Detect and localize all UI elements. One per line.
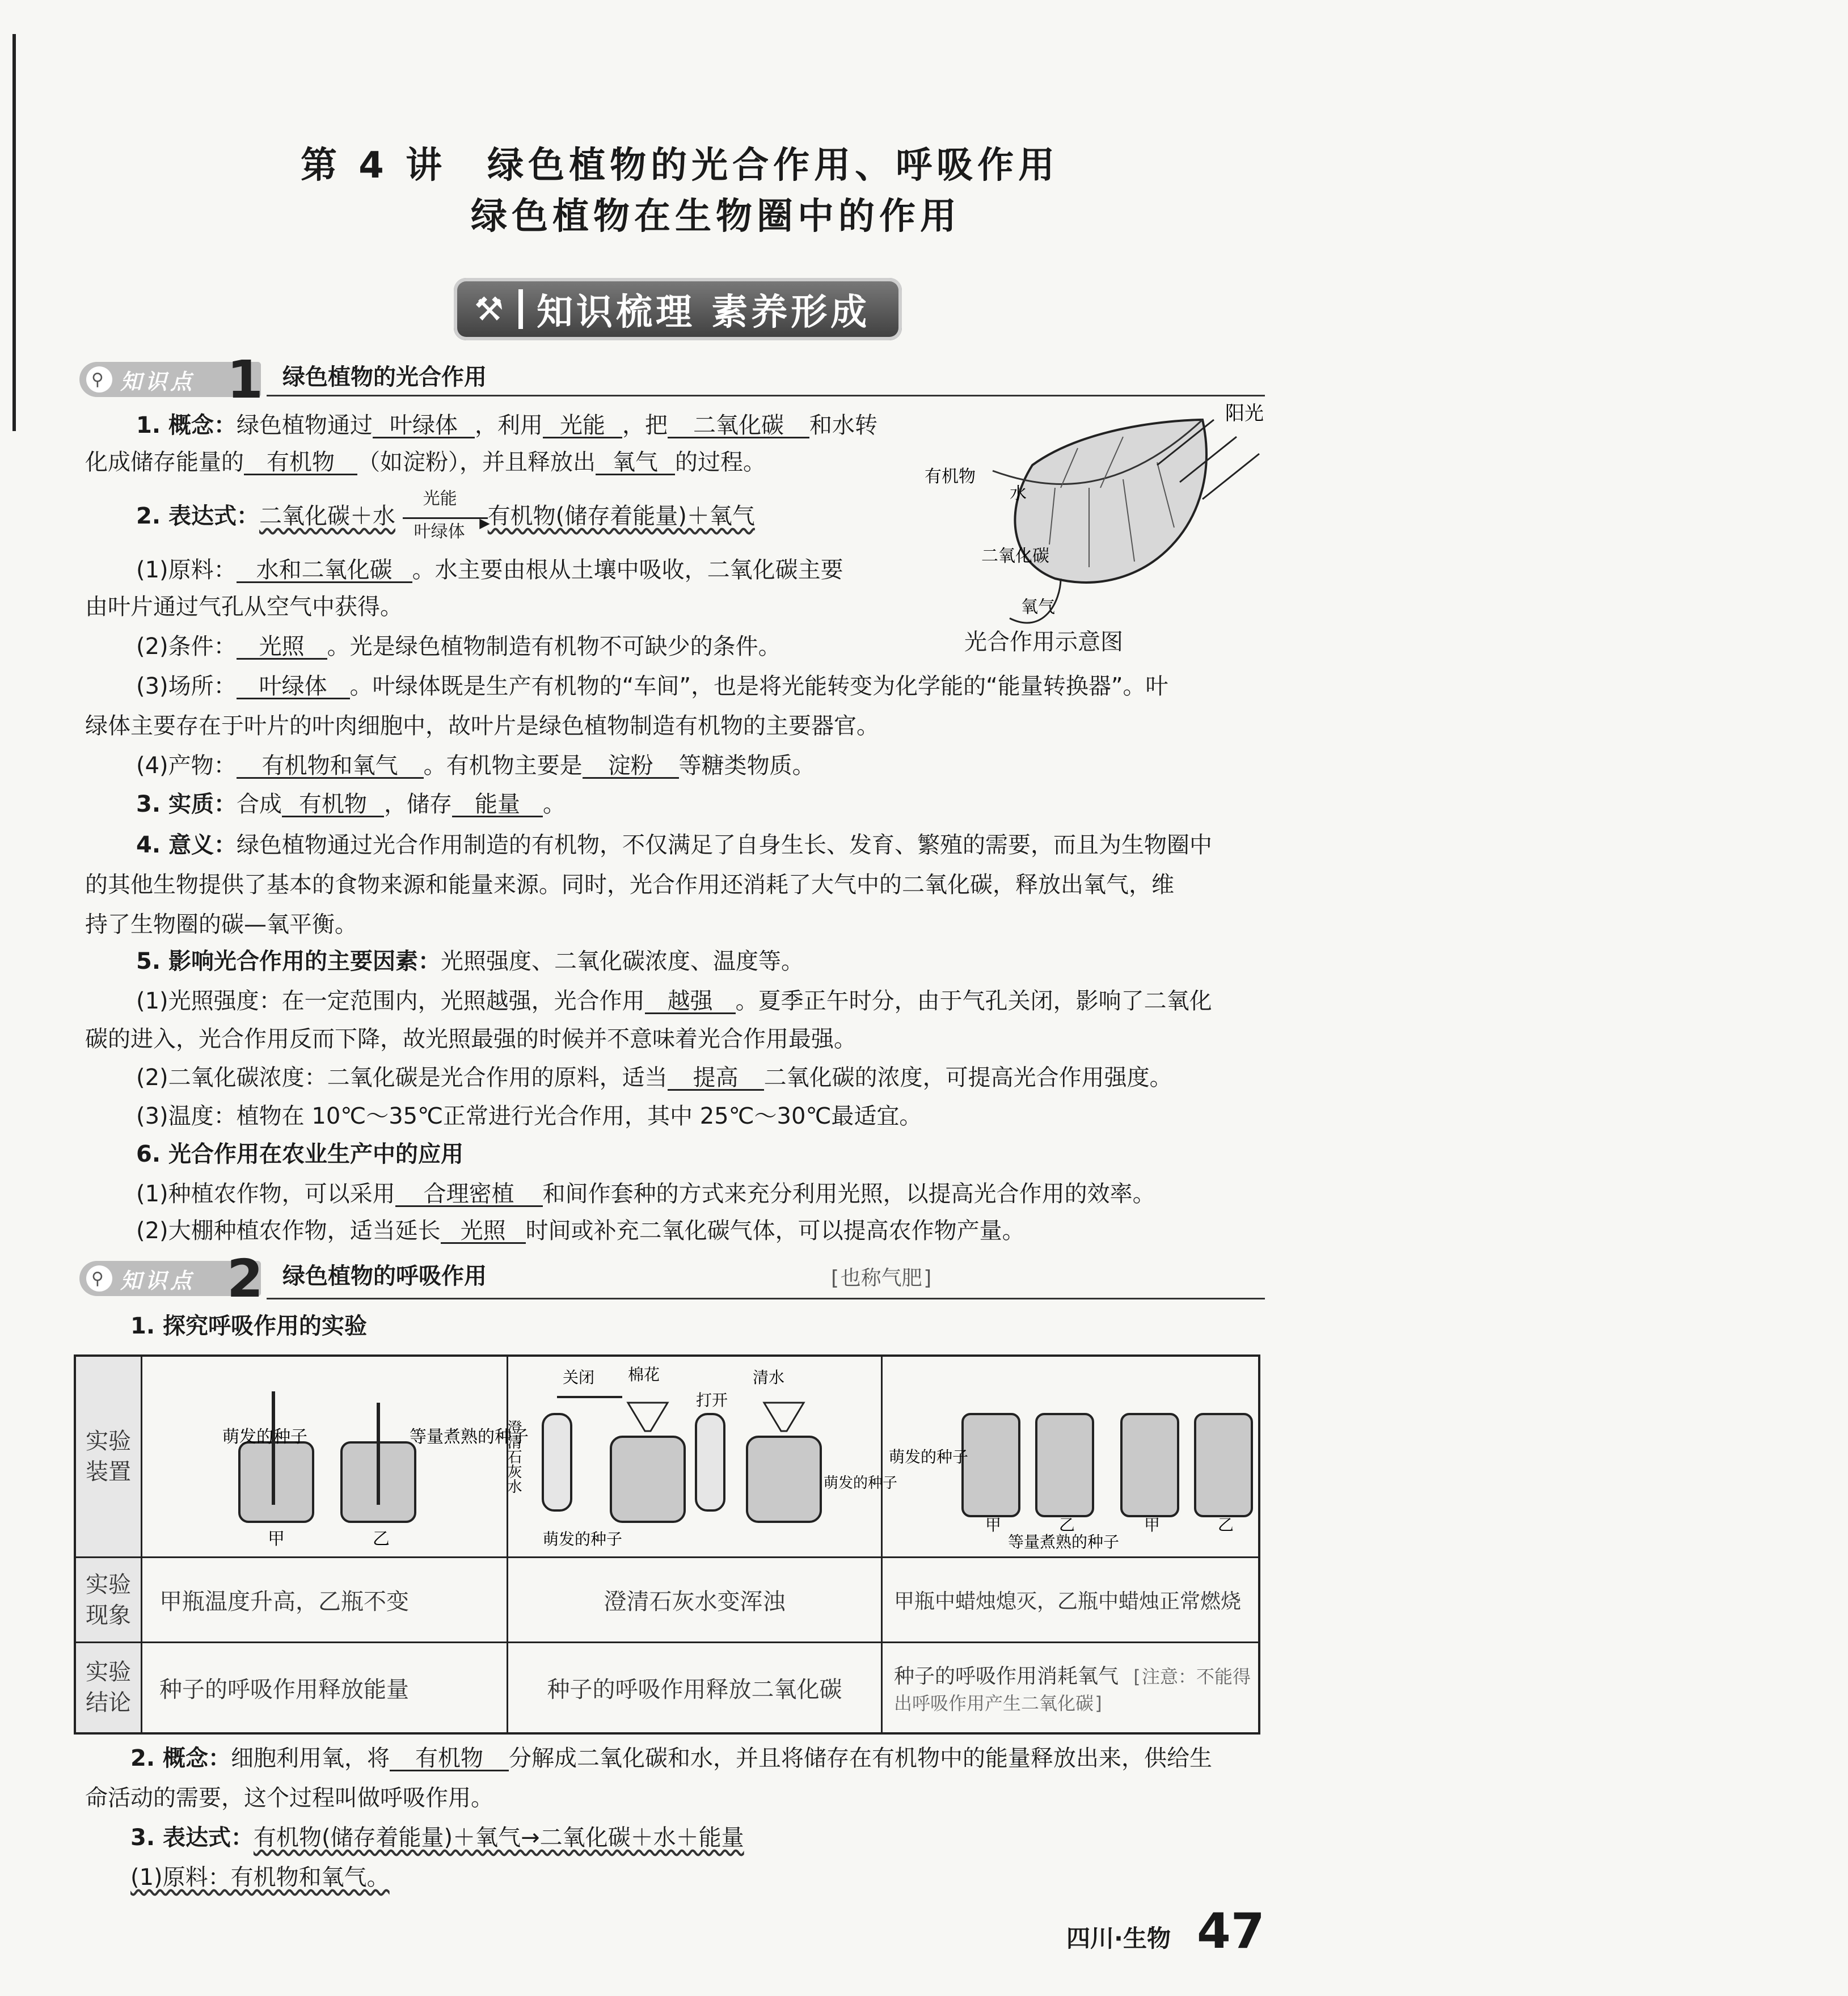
svg-text:关闭: 关闭 <box>563 1368 595 1387</box>
knowledge-point-label: 知识点 <box>120 369 196 394</box>
answer-blank: 光能 <box>543 414 622 438</box>
phenomenon-cell-3: 甲瓶中蜡烛熄灭，乙瓶中蜡烛正常燃烧 <box>882 1558 1260 1643</box>
row-header-phenomenon: 实验现象 <box>75 1558 142 1643</box>
experiment-title: 1. 探究呼吸作用的实验 <box>130 1313 367 1339</box>
answer-blank: 淀粉 <box>583 754 679 779</box>
svg-text:甲: 甲 <box>1144 1516 1161 1534</box>
phenomenon-cell-2: 澄清石灰水变浑浊 <box>508 1558 882 1643</box>
raw-materials-line-1: (1)原料： 水和二氧化碳 。水主要由根从土壤中吸收，二氧化碳主要 <box>136 557 843 583</box>
sunlight-label: 阳光 <box>1225 402 1264 425</box>
chapter-title-line2: 绿色植物在生物圈中的作用 <box>471 196 961 238</box>
respiration-concept-line-2: 命活动的需要，这个过程叫做呼吸作用。 <box>85 1785 493 1811</box>
product-line: (4)产物： 有机物和氧气 。有机物主要是 淀粉 等糖类物质。 <box>136 753 815 779</box>
svg-text:清水: 清水 <box>753 1368 785 1387</box>
co2-label: 二氧化碳 <box>981 546 1049 566</box>
footer-label: 四川·生物 <box>1066 1925 1171 1952</box>
knowledge-point-number: 1 <box>226 349 267 410</box>
meaning-line-3: 持了生物圈的碳—氧平衡。 <box>85 912 357 938</box>
answer-blank: 越强 <box>645 990 736 1014</box>
svg-text:乙: 乙 <box>1059 1516 1075 1534</box>
row-header-apparatus: 实验装置 <box>75 1356 142 1558</box>
banner-text: 知识梳理 素养形成 <box>537 292 871 334</box>
respiration-experiment-table <box>74 1354 1260 1735</box>
magnifier-icon: ⚲ <box>86 1265 112 1292</box>
answer-blank: 叶绿体 <box>373 414 475 438</box>
knowledge-point-heading: 绿色植物的呼吸作用 <box>282 1263 487 1289</box>
knowledge-point-tag <box>79 349 267 410</box>
answer-blank: 光照 <box>441 1219 526 1244</box>
organic-label: 有机物 <box>925 467 976 487</box>
knowledge-point-2-header <box>79 1248 487 1309</box>
chapter-title-line1: 第 4 讲 绿色植物的光合作用、呼吸作用 <box>301 145 1060 187</box>
svg-text:甲: 甲 <box>268 1529 285 1549</box>
conclusion-cell-1: 种子的呼吸作用释放能量 <box>142 1643 508 1733</box>
reaction-arrow: 光能 ▶ 叶绿体 <box>403 506 488 529</box>
application-heading: 6. 光合作用在农业生产中的应用 <box>136 1141 463 1167</box>
heading-rule <box>267 1298 1265 1299</box>
concept-line-1: 1. 概念：绿色植物通过 叶绿体 ，利用 光能 ，把 二氧化碳 和水转 <box>136 412 877 438</box>
application-line-1: (1)种植农作物，可以采用 合理密植 和间作套种的方式来充分利用光照，以提高光合作用的效率。 <box>136 1181 1155 1207</box>
svg-text:萌发的种子: 萌发的种子 <box>889 1448 969 1466</box>
factor-light-line-2: 碳的进入，光合作用反而下降，故光照最强的时候并不意味着光合作用最强。 <box>85 1026 857 1052</box>
page-edge-line <box>12 34 16 431</box>
place-line-1: (3)场所： 叶绿体 。叶绿体既是生产有机物的“车间”，也是将光能转变为化学能的“能量转换器”。叶 <box>136 673 1168 699</box>
answer-blank: 二氧化碳 <box>668 414 809 438</box>
svg-text:甲: 甲 <box>985 1516 1002 1534</box>
section-banner <box>454 278 902 340</box>
answer-blank: 有机物和氧气 <box>237 754 424 779</box>
conclusion-cell-3: 种子的呼吸作用消耗氧气 [注意：不能得出呼吸作用产生二氧化碳] <box>882 1643 1260 1733</box>
svg-text:萌发的种子: 萌发的种子 <box>824 1475 898 1492</box>
reading-person-icon: ⚒ <box>474 290 507 328</box>
phenomenon-cell-1: 甲瓶温度升高，乙瓶不变 <box>142 1558 508 1643</box>
svg-text:打开: 打开 <box>696 1391 728 1410</box>
meaning-line-2: 的其他生物提供了基本的食物来源和能量来源。同时，光合作用还消耗了大气中的二氧化碳，释放出氧气，维 <box>85 872 1174 898</box>
svg-text:等量煮熟的种子: 等量煮熟的种子 <box>410 1427 529 1447</box>
condition-line: (2)条件： 光照 。光是绿色植物制造有机物不可缺少的条件。 <box>136 634 781 660</box>
limewater-apparatus-figure <box>505 1357 898 1550</box>
answer-blank: 有机物 <box>390 1747 509 1771</box>
essence-line: 3. 实质：合成 有机物 ，储存 能量 。 <box>136 791 566 817</box>
svg-text:等量煮熟的种子: 等量煮熟的种子 <box>1008 1533 1120 1551</box>
water-label: 水 <box>1010 484 1027 504</box>
respiration-expression-line: 3. 表达式：有机物(储存着能量)＋氧气→二氧化碳＋水＋能量 <box>130 1825 744 1851</box>
answer-blank: 合理密植 <box>395 1183 543 1207</box>
apparatus-figure-3 <box>882 1356 1260 1558</box>
place-line-2: 绿体主要存在于叶片的叶肉细胞中，故叶片是绿色植物制造有机物的主要器官。 <box>85 713 879 739</box>
conclusion-note: [注意：不能得出呼吸作用产生二氧化碳] <box>894 1665 1251 1714</box>
page-number: 47 <box>1197 1903 1265 1960</box>
magnifier-icon: ⚲ <box>86 366 112 393</box>
svg-text:乙: 乙 <box>1218 1516 1234 1534</box>
oxygen-label: 氧气 <box>1021 597 1055 617</box>
respiration-concept-line-1: 2. 概念：细胞利用氧，将 有机物 分解成二氧化碳和水，并且将储存在有机物中的能量释放出来，供给生 <box>130 1745 1212 1771</box>
svg-text:棉花: 棉花 <box>628 1365 660 1384</box>
factor-temperature-line: (3)温度：植物在 10℃～35℃正常进行光合作用，其中 25℃～30℃最适宜。 <box>136 1103 922 1129</box>
concept-line-2: 化成储存能量的 有机物 （如淀粉），并且释放出 氧气 的过程。 <box>85 449 766 475</box>
answer-blank: 提高 <box>668 1066 764 1091</box>
heading-rule <box>267 395 1265 396</box>
svg-text:乙: 乙 <box>373 1529 390 1549</box>
answer-blank: 氧气 <box>596 451 675 475</box>
candle-bottles-figure <box>883 1357 1258 1550</box>
respiration-raw-line: (1)原料：有机物和氧气。 <box>130 1864 390 1890</box>
answer-blank: 有机物 <box>244 451 357 475</box>
expression-line: 2. 表达式：二氧化碳＋水 光能 ▶ 叶绿体 有机物(储存着能量)＋氧气 <box>136 489 755 542</box>
svg-text:澄清石灰水: 澄清石灰水 <box>505 1420 522 1493</box>
figure-caption: 光合作用示意图 <box>964 629 1123 655</box>
factors-line: 5. 影响光合作用的主要因素：光照强度、二氧化碳浓度、温度等。 <box>136 948 804 974</box>
knowledge-point-heading: 绿色植物的光合作用 <box>282 364 487 390</box>
svg-text:萌发的种子: 萌发的种子 <box>222 1427 307 1447</box>
raw-materials-line-2: 由叶片通过气孔从空气中获得。 <box>85 594 403 620</box>
application-line-2: (2)大棚种植农作物，适当延长 光照 时间或补充二氧化碳气体，可以提高农作物产量。 <box>136 1218 1025 1244</box>
apparatus-figure-2 <box>505 1356 898 1558</box>
svg-text:萌发的种子: 萌发的种子 <box>543 1530 623 1548</box>
conclusion-cell-2: 种子的呼吸作用释放二氧化碳 <box>508 1643 882 1733</box>
knowledge-point-tag <box>79 1248 267 1309</box>
answer-blank: 叶绿体 <box>237 675 350 699</box>
knowledge-point-1-header <box>79 349 487 410</box>
banner-divider <box>518 289 523 329</box>
answer-blank: 有机物 <box>282 793 384 817</box>
answer-blank: 光照 <box>237 635 327 660</box>
factor-light-line-1: (1)光照强度：在一定范围内，光照越强，光合作用 越强 。夏季正午时分，由于气孔关闭，影响了二氧化 <box>136 988 1212 1014</box>
row-header-conclusion: 实验结论 <box>75 1643 142 1733</box>
knowledge-point-label: 知识点 <box>120 1268 196 1293</box>
answer-blank: 能量 <box>452 793 543 817</box>
factor-co2-line: (2)二氧化碳浓度：二氧化碳是光合作用的原料，适当 提高 二氧化碳的浓度，可提高光合作用强度。 <box>136 1065 1172 1091</box>
answer-blank: 水和二氧化碳 <box>237 559 412 583</box>
knowledge-point-number: 2 <box>226 1248 267 1309</box>
meaning-line-1: 4. 意义：绿色植物通过光合作用制造的有机物，不仅满足了自身生长、发育、繁殖的需要，而且为生物圈中 <box>136 832 1212 858</box>
margin-note-gas-fertilizer: [也称气肥] <box>828 1267 935 1290</box>
